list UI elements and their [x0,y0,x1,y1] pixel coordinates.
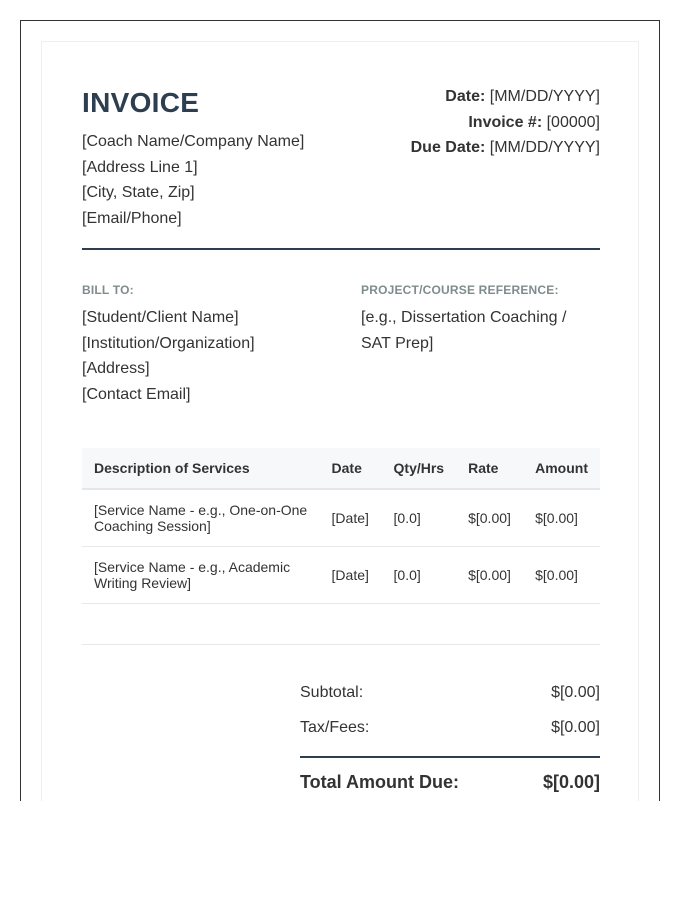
row-description-line: Writing Review] [94,575,191,591]
project-reference-block [361,305,566,356]
col-date: Date [320,448,382,489]
row-qty: [0.0] [382,489,457,547]
client-institution: [Institution/Organization] [82,334,255,352]
col-qty: Qty/Hrs [382,448,457,489]
row-qty: [0.0] [382,547,457,604]
client-name: [Student/Client Name] [82,309,239,326]
tax-label: Tax/Fees: [300,719,370,736]
client-email: [Contact Email] [82,385,191,403]
sender-name: [Coach Name/Company Name] [82,133,305,150]
date-value: [MM/DD/YYYY] [489,88,600,105]
invoice-title: INVOICE [82,87,200,118]
sender-address: [Address Line 1] [82,158,198,176]
bill-to-label: BILL TO: [82,283,134,297]
table-header-row [82,448,600,489]
row-rate: $[0.00] [456,489,523,547]
table-row [82,489,600,547]
total-due-value: $[0.00] [542,772,600,792]
row-rate: $[0.00] [456,547,523,604]
project-reference-label: PROJECT/COURSE REFERENCE: [361,283,559,297]
row-description-line: [Service Name - e.g., One-on-One [94,502,308,518]
project-reference-line-1: [e.g., Dissertation Coaching / [361,309,567,326]
invoice-meta [411,84,600,161]
total-divider [300,756,600,758]
col-description: Description of Services [82,448,320,489]
totals-divider [82,644,600,645]
col-amount: Amount [523,448,600,489]
header-divider [82,248,600,250]
invoice-number-label: Invoice #: [468,113,543,131]
project-reference-line-2: SAT Prep] [361,334,434,352]
subtotal-value: $[0.00] [551,684,600,701]
row-description [82,547,320,604]
row-date: [Date] [320,489,382,547]
due-date-label: Due Date: [410,139,486,156]
client-address: [Address] [82,360,150,377]
row-date: [Date] [320,547,382,604]
bill-to-block [82,305,255,407]
col-rate: Rate [456,448,523,489]
sender-city: [City, State, Zip] [82,184,195,201]
date-label: Date: [445,88,486,105]
row-description-line: Coaching Session] [94,518,211,534]
invoice-number-row [411,110,600,136]
tax-value: $[0.00] [551,719,600,736]
row-description [82,489,320,547]
subtotal-label: Subtotal: [300,684,364,701]
due-date-value: [MM/DD/YYYY] [489,139,600,156]
row-amount: $[0.00] [523,547,600,604]
total-due-label: Total Amount Due: [300,772,459,792]
date-row [411,84,600,110]
row-amount: $[0.00] [523,489,600,547]
sender-info [82,129,304,231]
services-table [82,448,600,604]
table-row [82,547,600,604]
row-description-line: [Service Name - e.g., Academic [94,559,291,575]
invoice-number-value: [00000] [546,113,600,131]
due-date-row [411,135,600,161]
sender-contact: [Email/Phone] [82,209,182,227]
